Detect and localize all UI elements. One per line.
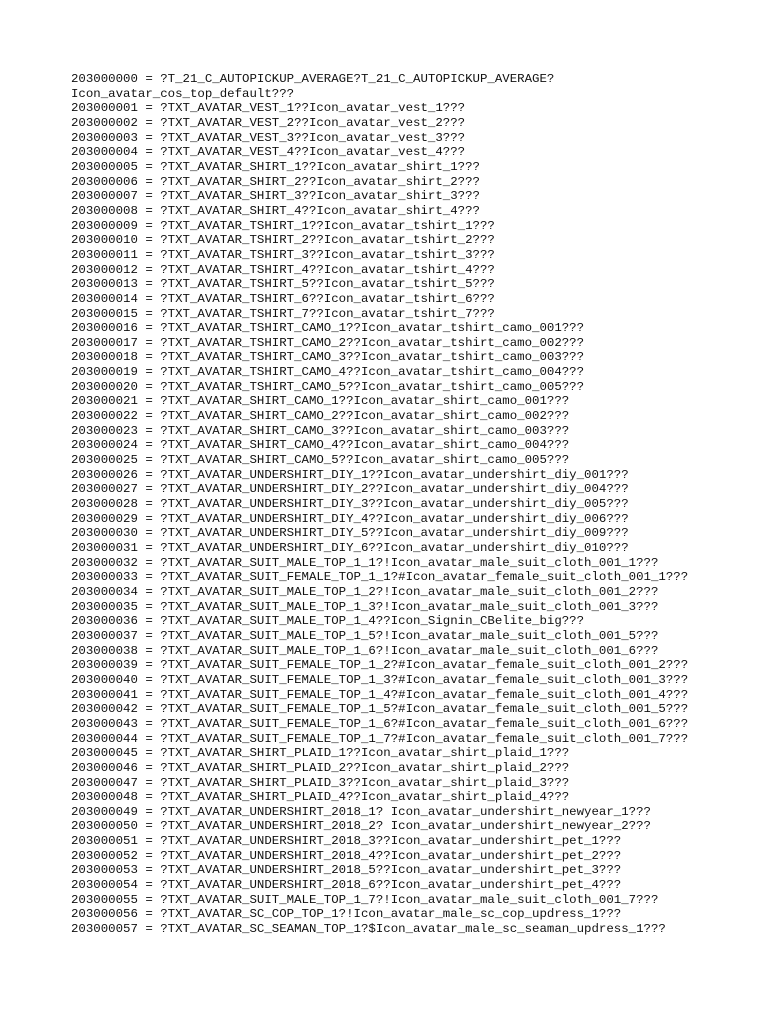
text-line: 203000001 = ?TXT_AVATAR_VEST_1??Icon_avatar_vest_1???: [71, 101, 466, 116]
text-line: 203000002 = ?TXT_AVATAR_VEST_2??Icon_avatar_vest_2???: [71, 115, 466, 130]
text-line: 203000020 = ?TXT_AVATAR_TSHIRT_CAMO_5??Icon_avatar_tshirt_camo_005???: [71, 379, 585, 394]
text-line: 203000048 = ?TXT_AVATAR_SHIRT_PLAID_4??Icon_avatar_shirt_plaid_4???: [71, 790, 570, 805]
text-line: 203000018 = ?TXT_AVATAR_TSHIRT_CAMO_3??Icon_avatar_tshirt_camo_003???: [71, 350, 585, 365]
text-line: 203000036 = ?TXT_AVATAR_SUIT_MALE_TOP_1_4??Icon_Signin_CBelite_big???: [71, 614, 585, 629]
text-line: 203000017 = ?TXT_AVATAR_TSHIRT_CAMO_2??Icon_avatar_tshirt_camo_002???: [71, 335, 585, 350]
text-line: 203000032 = ?TXT_AVATAR_SUIT_MALE_TOP_1_1?!Icon_avatar_male_suit_cloth_001_1???: [71, 555, 659, 570]
text-line: 203000054 = ?TXT_AVATAR_UNDERSHIRT_2018_6??Icon_avatar_undershirt_pet_4???: [71, 878, 622, 893]
text-line: 203000035 = ?TXT_AVATAR_SUIT_MALE_TOP_1_3?!Icon_avatar_male_suit_cloth_001_3???: [71, 599, 659, 614]
text-line: 203000057 = ?TXT_AVATAR_SC_SEAMAN_TOP_1?$Icon_avatar_male_sc_seaman_updress_1???: [71, 922, 666, 937]
text-line: 203000006 = ?TXT_AVATAR_SHIRT_2??Icon_avatar_shirt_2???: [71, 174, 480, 189]
text-line: 203000040 = ?TXT_AVATAR_SUIT_FEMALE_TOP_1_3?#Icon_avatar_female_suit_cloth_001_3???: [71, 672, 689, 687]
text-line: 203000007 = ?TXT_AVATAR_SHIRT_3??Icon_avatar_shirt_3???: [71, 189, 480, 204]
text-line: 203000012 = ?TXT_AVATAR_TSHIRT_4??Icon_avatar_tshirt_4???: [71, 262, 495, 277]
text-line: 203000011 = ?TXT_AVATAR_TSHIRT_3??Icon_avatar_tshirt_3???: [71, 247, 495, 262]
text-line: 203000046 = ?TXT_AVATAR_SHIRT_PLAID_2??Icon_avatar_shirt_plaid_2???: [71, 760, 570, 775]
text-line: 203000050 = ?TXT_AVATAR_UNDERSHIRT_2018_2? Icon_avatar_undershirt_newyear_2???: [71, 819, 651, 834]
text-line: 203000004 = ?TXT_AVATAR_VEST_4??Icon_avatar_vest_4???: [71, 145, 466, 160]
text-line: Icon_avatar_cos_top_default???: [71, 86, 295, 101]
text-line: 203000031 = ?TXT_AVATAR_UNDERSHIRT_DIY_6??Icon_avatar_undershirt_diy_010???: [71, 541, 629, 555]
text-line: 203000044 = ?TXT_AVATAR_SUIT_FEMALE_TOP_1_7?#Icon_avatar_female_suit_cloth_001_7???: [71, 731, 689, 746]
text-line: 203000038 = ?TXT_AVATAR_SUIT_MALE_TOP_1_6?!Icon_avatar_male_suit_cloth_001_6???: [71, 643, 659, 658]
text-line: 203000049 = ?TXT_AVATAR_UNDERSHIRT_2018_1? Icon_avatar_undershirt_newyear_1???: [71, 804, 651, 819]
text-line: 203000028 = ?TXT_AVATAR_UNDERSHIRT_DIY_3??Icon_avatar_undershirt_diy_005???: [71, 497, 629, 512]
text-line: 203000056 = ?TXT_AVATAR_SC_COP_TOP_1?!Icon_avatar_male_sc_cop_updress_1???: [71, 907, 622, 922]
text-line: 203000045 = ?TXT_AVATAR_SHIRT_PLAID_1??Icon_avatar_shirt_plaid_1???: [71, 746, 570, 761]
text-line: 203000034 = ?TXT_AVATAR_SUIT_MALE_TOP_1_2?!Icon_avatar_male_suit_cloth_001_2???: [71, 584, 659, 599]
text-line: 203000041 = ?TXT_AVATAR_SUIT_FEMALE_TOP_1_4?#Icon_avatar_female_suit_cloth_001_4???: [71, 687, 689, 702]
text-line: 203000021 = ?TXT_AVATAR_SHIRT_CAMO_1??Icon_avatar_shirt_camo_001???: [71, 394, 570, 409]
text-line: 203000051 = ?TXT_AVATAR_UNDERSHIRT_2018_3??Icon_avatar_undershirt_pet_1???: [71, 834, 622, 849]
text-line: 203000033 = ?TXT_AVATAR_SUIT_FEMALE_TOP_1_1?#Icon_avatar_female_suit_cloth_001_1???: [71, 570, 689, 585]
text-line: 203000029 = ?TXT_AVATAR_UNDERSHIRT_DIY_4??Icon_avatar_undershirt_diy_006???: [71, 511, 629, 526]
text-line: 203000019 = ?TXT_AVATAR_TSHIRT_CAMO_4??Icon_avatar_tshirt_camo_004???: [71, 365, 585, 380]
text-line: 203000014 = ?TXT_AVATAR_TSHIRT_6??Icon_avatar_tshirt_6???: [71, 291, 495, 306]
text-line: 203000025 = ?TXT_AVATAR_SHIRT_CAMO_5??Icon_avatar_shirt_camo_005???: [71, 453, 570, 468]
text-line: 203000024 = ?TXT_AVATAR_SHIRT_CAMO_4??Icon_avatar_shirt_camo_004???: [71, 438, 570, 453]
text-line: 203000043 = ?TXT_AVATAR_SUIT_FEMALE_TOP_1_6?#Icon_avatar_female_suit_cloth_001_6???: [71, 716, 689, 731]
text-line: 203000052 = ?TXT_AVATAR_UNDERSHIRT_2018_4??Icon_avatar_undershirt_pet_2???: [71, 848, 622, 863]
text-line: 203000008 = ?TXT_AVATAR_SHIRT_4??Icon_avatar_shirt_4???: [71, 203, 480, 218]
text-line: 203000013 = ?TXT_AVATAR_TSHIRT_5??Icon_avatar_tshirt_5???: [71, 277, 495, 292]
text-line: 203000003 = ?TXT_AVATAR_VEST_3??Icon_avatar_vest_3???: [71, 130, 466, 145]
text-line: 203000053 = ?TXT_AVATAR_UNDERSHIRT_2018_5??Icon_avatar_undershirt_pet_3???: [71, 863, 622, 878]
text-line: 203000047 = ?TXT_AVATAR_SHIRT_PLAID_3??Icon_avatar_shirt_plaid_3???: [71, 775, 570, 790]
text-line: 203000055 = ?TXT_AVATAR_SUIT_MALE_TOP_1_7?!Icon_avatar_male_suit_cloth_001_7???: [71, 892, 659, 907]
text-line: 203000000 = ?T_21_C_AUTOPICKUP_AVERAGE?T_21_C_AUTOPICKUP_AVERAGE?: [71, 72, 555, 86]
text-line: 203000037 = ?TXT_AVATAR_SUIT_MALE_TOP_1_5?!Icon_avatar_male_suit_cloth_001_5???: [71, 628, 659, 643]
document-body: [71, 72, 761, 937]
text-line: 203000022 = ?TXT_AVATAR_SHIRT_CAMO_2??Icon_avatar_shirt_camo_002???: [71, 409, 570, 424]
text-line: 203000015 = ?TXT_AVATAR_TSHIRT_7??Icon_avatar_tshirt_7???: [71, 306, 495, 321]
text-line: 203000016 = ?TXT_AVATAR_TSHIRT_CAMO_1??Icon_avatar_tshirt_camo_001???: [71, 321, 585, 336]
text-line: 203000026 = ?TXT_AVATAR_UNDERSHIRT_DIY_1??Icon_avatar_undershirt_diy_001???: [71, 467, 629, 482]
text-line: 203000027 = ?TXT_AVATAR_UNDERSHIRT_DIY_2??Icon_avatar_undershirt_diy_004???: [71, 482, 629, 497]
text-line: 203000023 = ?TXT_AVATAR_SHIRT_CAMO_3??Icon_avatar_shirt_camo_003???: [71, 423, 570, 438]
text-line: 203000030 = ?TXT_AVATAR_UNDERSHIRT_DIY_5??Icon_avatar_undershirt_diy_009???: [71, 526, 629, 541]
text-line: 203000042 = ?TXT_AVATAR_SUIT_FEMALE_TOP_1_5?#Icon_avatar_female_suit_cloth_001_5???: [71, 702, 689, 717]
text-line: 203000039 = ?TXT_AVATAR_SUIT_FEMALE_TOP_1_2?#Icon_avatar_female_suit_cloth_001_2???: [71, 658, 689, 673]
text-line: 203000009 = ?TXT_AVATAR_TSHIRT_1??Icon_avatar_tshirt_1???: [71, 218, 495, 233]
text-line: 203000010 = ?TXT_AVATAR_TSHIRT_2??Icon_avatar_tshirt_2???: [71, 233, 495, 248]
text-line: 203000005 = ?TXT_AVATAR_SHIRT_1??Icon_avatar_shirt_1???: [71, 159, 480, 174]
